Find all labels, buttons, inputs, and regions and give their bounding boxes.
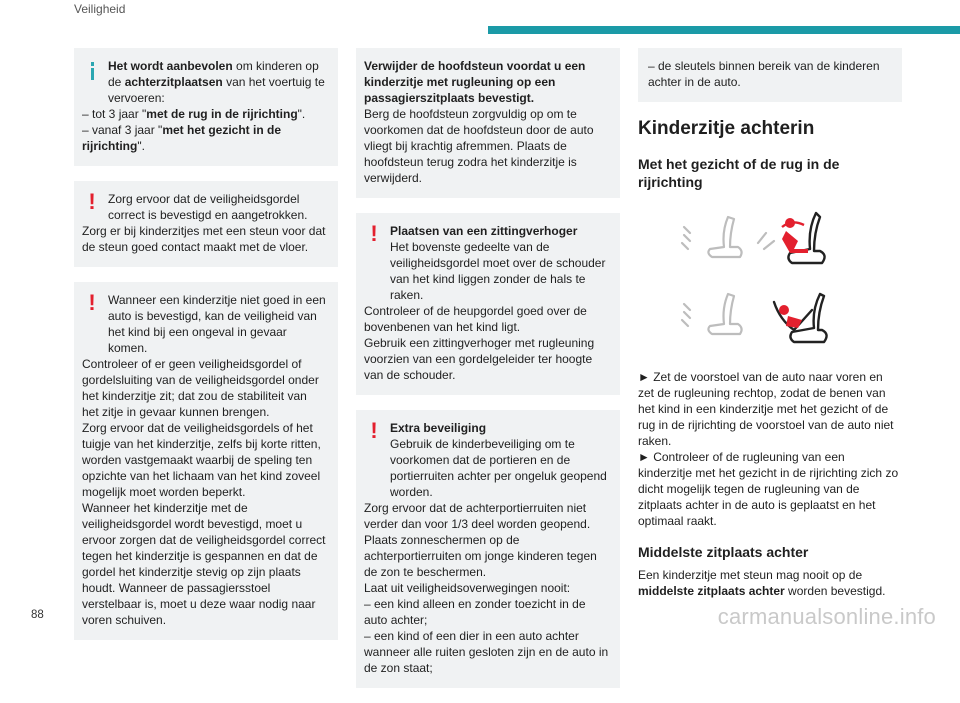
warning-text-4: Wanneer het kinderzitje met de veiligheidsgordel wordt bevestigd, moet u ervoor zorgen dat de veiligheidsgordel correct tegen het kinderzitje is gespannen en dat de gordel het kinderzitje stevig op zijn plaats houdt. Wanneer de passagiersstoel verstelbaar is, moet u deze waar nodig naar voren schuiven.: [82, 501, 326, 627]
warning-text-4: Laat uit veiligheidsoverwegingen nooit:: [364, 581, 571, 595]
warning-icon: !: [370, 418, 378, 443]
warning-icon: !: [370, 221, 378, 246]
info-box-item-2: – vanaf 3 jaar "met het gezicht in de rijrichting".: [82, 123, 281, 153]
warning-title: Plaatsen van een zittingverhoger: [390, 224, 578, 238]
header-accent-bar: [488, 26, 960, 34]
warning-text-1: Het bovenste gedeelte van de veiligheidsgordel moet over de schouder van het kind liggen zonder de hals te raken.: [390, 240, 606, 302]
column-middle: [356, 48, 620, 703]
instruction-step-2: ► Controleer of de rugleuning van een kinderzitje met het gezicht in de rijrichting zich zo dicht mogelijk tegen de rugleuning van de zitplaats achter in de auto is geplaatst en het optimaal raakt.: [638, 450, 899, 528]
rear-facing-seat-icon: [678, 286, 828, 350]
warning-text-2: Controleer of de heupgordel goed over de bovenbenen van het kind ligt.: [364, 304, 587, 334]
forward-facing-seat-icon: [678, 209, 828, 273]
column-left: [74, 48, 338, 655]
page-number: 88: [31, 609, 44, 621]
warning-text-3: Plaats zonneschermen op de achterportierruiten om jonge kinderen tegen de zon te beschermen.: [364, 533, 597, 579]
warning-box-installation: [74, 282, 338, 640]
warning-icon: !: [88, 189, 96, 214]
warning-box-booster: [356, 213, 620, 395]
warning-text-3: Gebruik een zittingverhoger met rugleuning voorzien van een gordelgeleider ter hoogte van de schouder.: [364, 336, 595, 382]
subsection-heading-middle-seat: Middelste zitplaats achter: [638, 544, 809, 560]
box-continuation-text: – de sleutels binnen bereik van de kinderen achter in de auto.: [648, 59, 880, 89]
box-headrest: [356, 48, 620, 198]
warning-box-extra-security: [356, 410, 620, 688]
warning-icon: !: [88, 290, 96, 315]
warning-heading: [390, 420, 612, 500]
info-box-item-1: – tot 3 jaar "met de rug in de rijrichting".: [82, 107, 306, 121]
watermark-text: carmanualsonline.info: [717, 604, 936, 629]
warning-box-seatbelt: [74, 181, 338, 267]
box-headrest-body: Berg de hoofdsteun zorgvuldig op om te voorkomen dat de hoofdsteun door de auto vliegt bij krachtig afremmen. Plaats de hoofdsteun terug zodra het kinderzitje is verwijderd.: [364, 107, 594, 185]
subsection-heading: Met het gezicht of de rug in de rijrichting: [638, 156, 840, 190]
warning-text-1: Zorg ervoor dat de veiligheidsgordel correct is bevestigd en aangetrokken.: [108, 192, 308, 222]
column-right: [638, 48, 902, 599]
warning-text-1: Wanneer een kinderzitje niet goed in een auto is bevestigd, kan de veiligheid van het kind bij een ongeval in gevaar komen.: [108, 293, 326, 355]
warning-heading: [390, 223, 612, 303]
box-headrest-title: Verwijder de hoofdsteun voordat u een kinderzitje met rugleuning op een passagierszitplaats bevestigt.: [364, 59, 586, 105]
middle-seat-text: Een kinderzitje met steun mag nooit op de middelste zitplaats achter worden bevestigd.: [638, 568, 886, 598]
warning-text-3: Zorg ervoor dat de veiligheidsgordels of het tuigje van het kinderzitje, zelfs bij korte ritten, worden vastgemaakt waarbij de speling ten opzichte van het lichaam van het kind zoveel mogelijk moet worden beperkt.: [82, 421, 321, 499]
section-heading: Kinderzitje achterin: [638, 118, 815, 139]
child-head-icon: [779, 305, 789, 315]
warning-text-2: Controleer of er geen veiligheidsgordel of gordelsluiting van de veiligheidsgordel onder het kinderzitje zit; dat zou de stabiliteit van het zitje in gevaar kunnen brengen.: [82, 357, 319, 419]
warning-title: Extra beveiliging: [390, 421, 487, 435]
warning-text-2: Zorg er bij kinderzitjes met een steun voor dat de steun goed contact maakt met de vloer.: [82, 224, 326, 254]
warning-text-6: – een kind of een dier in een auto achter wanneer alle ruiten gesloten zijn en de auto in de zon staat;: [364, 629, 609, 675]
box-continuation: [638, 48, 902, 102]
instruction-step-1: ► Zet de voorstoel van de auto naar voren en zet de rugleuning rechtop, zodat de benen van het kind in een kinderzitje met het gezicht of de rug in de rijrichting de voorstoel van de auto niet raken.: [638, 370, 894, 448]
warning-text-5: – een kind alleen en zonder toezicht in de auto achter;: [364, 597, 586, 627]
info-icon: [82, 62, 102, 82]
info-box-lead: Het wordt aanbevolen om kinderen op de achterzitplaatsen van het voertuig te vervoeren:: [108, 59, 325, 105]
header-section-title: Veiligheid: [74, 2, 126, 16]
warning-text-1: Gebruik de kinderbeveiliging om te voorkomen dat de portieren en de portierruiten achter per ongeluk geopend worden.: [390, 437, 607, 499]
warning-text-2: Zorg ervoor dat de achterportierruiten niet verder dan voor 1/3 deel worden geopend.: [364, 501, 591, 531]
info-box-recommendation: [74, 48, 338, 166]
